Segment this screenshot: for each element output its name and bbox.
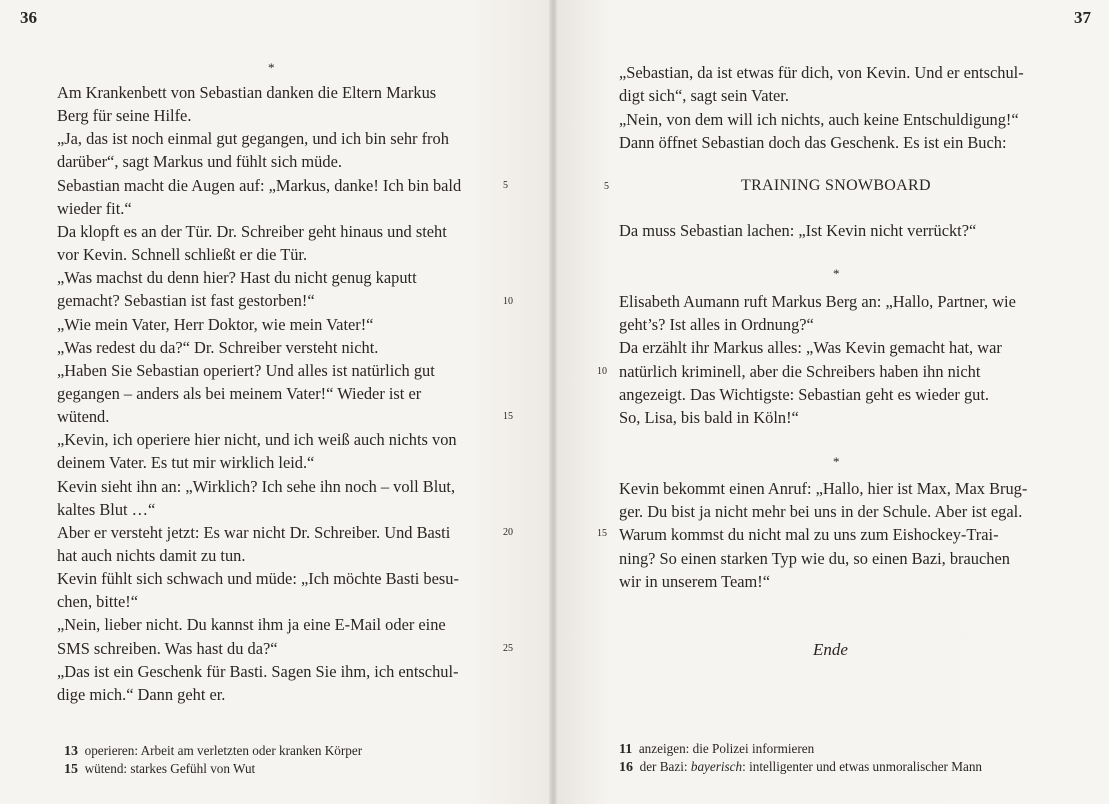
text-line: Kevin sieht ihn an: „Wirklich? Ich sehe ihn noch – voll Blut,	[57, 476, 456, 496]
footnote-number: 13	[64, 744, 78, 759]
section-separator: *	[833, 266, 840, 281]
text-line: Da klopft es an der Tür. Dr. Schreiber geht hinaus und steht	[57, 221, 447, 241]
text-line: Elisabeth Aumann ruft Markus Berg an: „Hallo, Partner, wie	[619, 292, 1016, 311]
footnote-text: operieren: Arbeit am verletzten oder kranken Körper	[84, 743, 363, 758]
line-number: 15	[597, 528, 607, 539]
footnote-text: wütend: starkes Gefühl von Wut	[84, 761, 256, 776]
text-line: Da erzählt ihr Markus alles: „Was Kevin gemacht hat, war	[619, 338, 1002, 358]
page-number-right: 37	[1074, 8, 1091, 27]
book-title: TRAINING SNOWBOARD	[741, 177, 931, 194]
text-line: „Haben Sie Sebastian operiert? Und alles ist natürlich gut	[57, 360, 435, 380]
text-line: gemacht? Sebastian ist fast gestorben!“	[57, 291, 315, 311]
page-number-left: 36	[20, 8, 37, 27]
footnote	[619, 740, 814, 759]
footnote	[64, 760, 255, 779]
text-line: „Das ist ein Geschenk für Basti. Sagen Sie ihm, ich entschul-	[57, 661, 459, 681]
text-line: Da muss Sebastian lachen: „Ist Kevin nicht verrückt?“	[619, 221, 977, 240]
text-line: deinem Vater. Es tut mir wirklich leid.“	[57, 453, 315, 473]
footnote-italic: bayerisch	[690, 759, 743, 774]
text-line: vor Kevin. Schnell schließt er die Tür.	[57, 245, 308, 265]
line-number: 5	[604, 181, 609, 192]
book-gutter	[549, 0, 557, 804]
text-line: chen, bitte!“	[57, 592, 139, 612]
text-line: Aber er versteht jetzt: Es war nicht Dr. Schreiber. Und Basti	[57, 522, 451, 542]
text-line: „Nein, von dem will ich nichts, auch keine Entschuldigung!“	[619, 109, 1019, 129]
text-line: Kevin bekommt einen Anruf: „Hallo, hier ist Max, Max Brug-	[619, 479, 1028, 498]
line-number: 10	[597, 366, 607, 377]
text-line: darüber“, sagt Markus und fühlt sich müde.	[57, 152, 342, 172]
text-line: kaltes Blut …“	[57, 499, 156, 519]
footnote-number: 15	[64, 762, 78, 777]
text-line: So, Lisa, bis bald in Köln!“	[619, 408, 799, 427]
line-number: 15	[503, 411, 513, 422]
text-line: „Nein, lieber nicht. Du kannst ihm ja eine E-Mail oder eine	[57, 615, 446, 635]
text-line: wir in unserem Team!“	[619, 571, 771, 591]
footnote-text: der Bazi:	[639, 759, 691, 774]
text-line: „Was redest du da?“ Dr. Schreiber versteht nicht.	[57, 337, 379, 357]
footnote-text: anzeigen: die Polizei informieren	[638, 741, 815, 756]
footnote-number: 16	[619, 760, 633, 775]
text-line: Am Krankenbett von Sebastian danken die Eltern Markus	[57, 83, 437, 102]
footnote-text-rest: : intelligenter und etwas unmoralischer Mann	[742, 759, 983, 774]
footnote	[619, 758, 982, 777]
text-line: hat auch nichts damit zu tun.	[57, 546, 246, 565]
text-line: SMS schreiben. Was hast du da?“	[57, 638, 278, 658]
section-separator: *	[268, 60, 275, 75]
line-number: 25	[503, 643, 513, 654]
line-number: 5	[503, 180, 508, 191]
text-line: Dann öffnet Sebastian doch das Geschenk. Es ist ein Buch:	[619, 132, 1007, 152]
text-line: gegangen – anders als bei meinem Vater!“ Wieder ist er	[57, 383, 422, 403]
footnote-number: 11	[619, 742, 633, 757]
ending-label: Ende	[813, 640, 848, 659]
text-line: Warum kommst du nicht mal zu uns zum Eishockey-Trai-	[619, 525, 999, 545]
text-line: geht’s? Ist alles in Ordnung?“	[619, 315, 814, 335]
text-line: wütend.	[57, 407, 110, 427]
text-line: natürlich kriminell, aber die Schreibers haben ihn nicht	[619, 361, 981, 381]
footnote	[64, 742, 362, 761]
text-line: Sebastian macht die Augen auf: „Markus, danke! Ich bin bald	[57, 175, 462, 195]
text-line: „Kevin, ich operiere hier nicht, und ich weiß auch nichts von	[57, 430, 457, 450]
text-line: „Was machst du denn hier? Hast du nicht genug kaputt	[57, 268, 417, 288]
text-line: „Wie mein Vater, Herr Doktor, wie mein Vater!“	[57, 314, 374, 334]
text-line: ger. Du bist ja nicht mehr bei uns in der Schule. Aber ist egal.	[619, 502, 1023, 522]
line-number: 20	[503, 527, 513, 538]
text-line: „Ja, das ist noch einmal gut gegangen, und ich bin sehr froh	[57, 129, 449, 149]
text-line: wieder fit.“	[57, 198, 132, 218]
text-line: digt sich“, sagt sein Vater.	[619, 86, 789, 106]
section-separator: *	[833, 454, 840, 469]
text-line: angezeigt. Das Wichtigste: Sebastian geht es wieder gut.	[619, 384, 989, 404]
text-line: Kevin fühlt sich schwach und müde: „Ich möchte Basti besu-	[57, 569, 459, 589]
text-line: „Sebastian, da ist etwas für dich, von Kevin. Und er entschul-	[619, 63, 1024, 82]
text-line: dige mich.“ Dann geht er.	[57, 684, 226, 704]
text-line: ning? So einen starken Typ wie du, so einen Bazi, brauchen	[619, 548, 1010, 568]
text-line: Berg für seine Hilfe.	[57, 106, 192, 126]
line-number: 10	[503, 296, 513, 307]
